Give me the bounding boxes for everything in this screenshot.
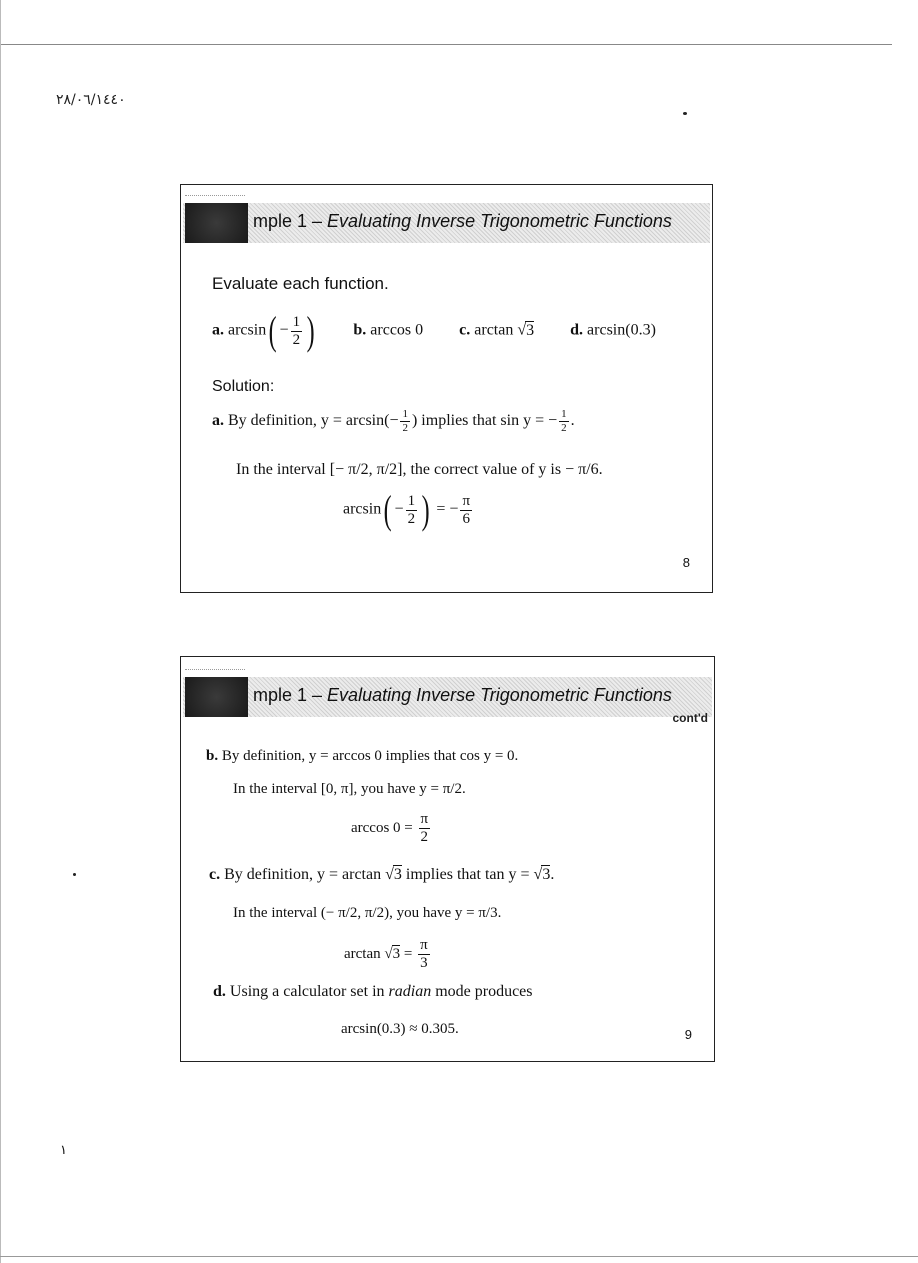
numerator: π: [420, 811, 429, 827]
solution-c-text-1: By definition, y = arctan: [224, 866, 386, 883]
result-lhs: arctan: [344, 945, 385, 962]
denominator: 2: [561, 422, 567, 434]
denominator: 2: [402, 422, 408, 434]
item-d-text: arcsin(0.3): [587, 321, 656, 339]
denominator: 2: [292, 331, 301, 348]
period: .: [550, 866, 555, 883]
header-dark-block: [185, 677, 248, 717]
header-tab-line: [185, 669, 245, 670]
page-number: 8: [682, 555, 690, 570]
solution-label: Solution:: [212, 378, 275, 395]
item-c-label: c.: [459, 321, 471, 339]
left-paren: (: [268, 308, 277, 353]
interval-line: In the interval [− π/2, π/2], the correct value of y is − π/6.: [236, 461, 603, 478]
numerator: π: [462, 492, 471, 509]
b-interval-line: In the interval [0, π], you have y = π/2.: [233, 781, 466, 797]
fraction: [291, 315, 303, 348]
result-lhs: arccos 0 =: [351, 819, 413, 836]
slide-header: [183, 677, 712, 725]
solution-d-text-1: Using a calculator set in: [229, 983, 389, 1000]
title-prefix: mple 1 –: [253, 685, 328, 705]
equals: =: [400, 945, 413, 962]
right-paren: ): [421, 487, 430, 532]
title-text: Evaluating Inverse Trigonometric Functions: [327, 211, 672, 231]
solution-b-label: b.: [206, 748, 219, 764]
result-func: arcsin: [343, 500, 382, 518]
left-paren: (: [383, 487, 392, 532]
ink-speck: [683, 112, 687, 115]
page-corner-mark: ١: [60, 1142, 67, 1157]
continued-label: cont'd: [672, 711, 708, 725]
c-result: arctan √3 = $\frac{\pi}{3}$: [344, 937, 428, 971]
radicand: 3: [393, 866, 402, 883]
bottom-scan-line: [0, 1256, 918, 1257]
title-text: Evaluating Inverse Trigonometric Functions: [327, 685, 672, 705]
slide-title: [253, 211, 672, 232]
problem-list: a. arcsin( − $\frac{1}{2}$ ) b. arccos 0 c. arctan √3 d. arcsin(0.3): [212, 308, 656, 353]
c-interval-line: In the interval (− π/2, π/2), you have y = π/3.: [233, 905, 502, 921]
equals-minus: = −: [436, 500, 459, 518]
period: .: [570, 412, 575, 430]
solution-c-label: c.: [209, 866, 221, 883]
item-a-func: arcsin: [228, 321, 267, 339]
intro-text: Evaluate each function.: [212, 274, 389, 293]
radicand: 3: [392, 945, 401, 962]
item-c-text: arctan: [474, 321, 514, 339]
solution-c-text-2: implies that tan y =: [401, 866, 534, 883]
numerator: 1: [407, 492, 416, 509]
slide-header: [183, 203, 710, 243]
radian-word: radian: [388, 983, 432, 1000]
denominator: 2: [420, 829, 429, 845]
slide-9: [180, 656, 715, 1062]
item-b-text: arccos 0: [370, 321, 424, 339]
b-result: [351, 812, 432, 845]
d-result: arcsin(0.3) ≈ 0.305.: [341, 1021, 459, 1037]
solution-b-line: [206, 748, 518, 765]
denominator: 3: [420, 955, 428, 971]
slide-8: [180, 184, 713, 593]
solution-a-line: [212, 409, 575, 434]
item-d-label: d.: [570, 321, 584, 339]
denominator: 6: [462, 510, 470, 527]
solution-b-text: By definition, y = arccos 0 implies that cos y = 0.: [221, 748, 519, 764]
top-scan-line: [0, 44, 892, 45]
solution-a-text-1: By definition, y = arcsin(−: [228, 412, 399, 430]
left-scan-edge: [0, 0, 1, 1263]
fraction: [559, 409, 569, 434]
date-stamp: ٢٨/٠٦/١٤٤٠: [56, 92, 126, 108]
slide-title: [253, 685, 672, 706]
title-prefix: mple 1 –: [253, 211, 328, 231]
denominator: 2: [407, 510, 416, 527]
header-tab-line: [185, 195, 245, 196]
numerator: π: [420, 937, 428, 953]
solution-c-line: c. By definition, y = arctan √3 implies that tan y = √3.: [209, 866, 555, 883]
solution-d-line: [213, 983, 533, 1001]
right-paren: ): [306, 308, 315, 353]
ink-speck: [73, 873, 76, 876]
radicand: 3: [542, 866, 551, 883]
header-dark-block: [185, 203, 248, 243]
item-b-label: b.: [353, 321, 367, 339]
page-number: 9: [684, 1027, 692, 1042]
item-c-radicand: 3: [526, 321, 535, 339]
numerator: 1: [402, 408, 408, 420]
fraction: [400, 409, 410, 434]
fraction: [406, 494, 418, 527]
numerator: 1: [561, 408, 567, 420]
result-a: arcsin( − $\frac{1}{2}$ ) = − $\frac{\pi}{6}$: [343, 487, 471, 532]
fraction: [418, 938, 430, 971]
solution-a-text-2: ) implies that sin y = −: [411, 412, 558, 430]
item-a-label: a.: [212, 321, 224, 339]
numerator: 1: [292, 313, 301, 330]
solution-d-text-2: mode produces: [431, 983, 533, 1000]
solution-d-label: d.: [213, 983, 226, 1000]
fraction: [460, 494, 472, 527]
solution-a-label: a.: [212, 412, 224, 430]
fraction: [419, 812, 431, 845]
